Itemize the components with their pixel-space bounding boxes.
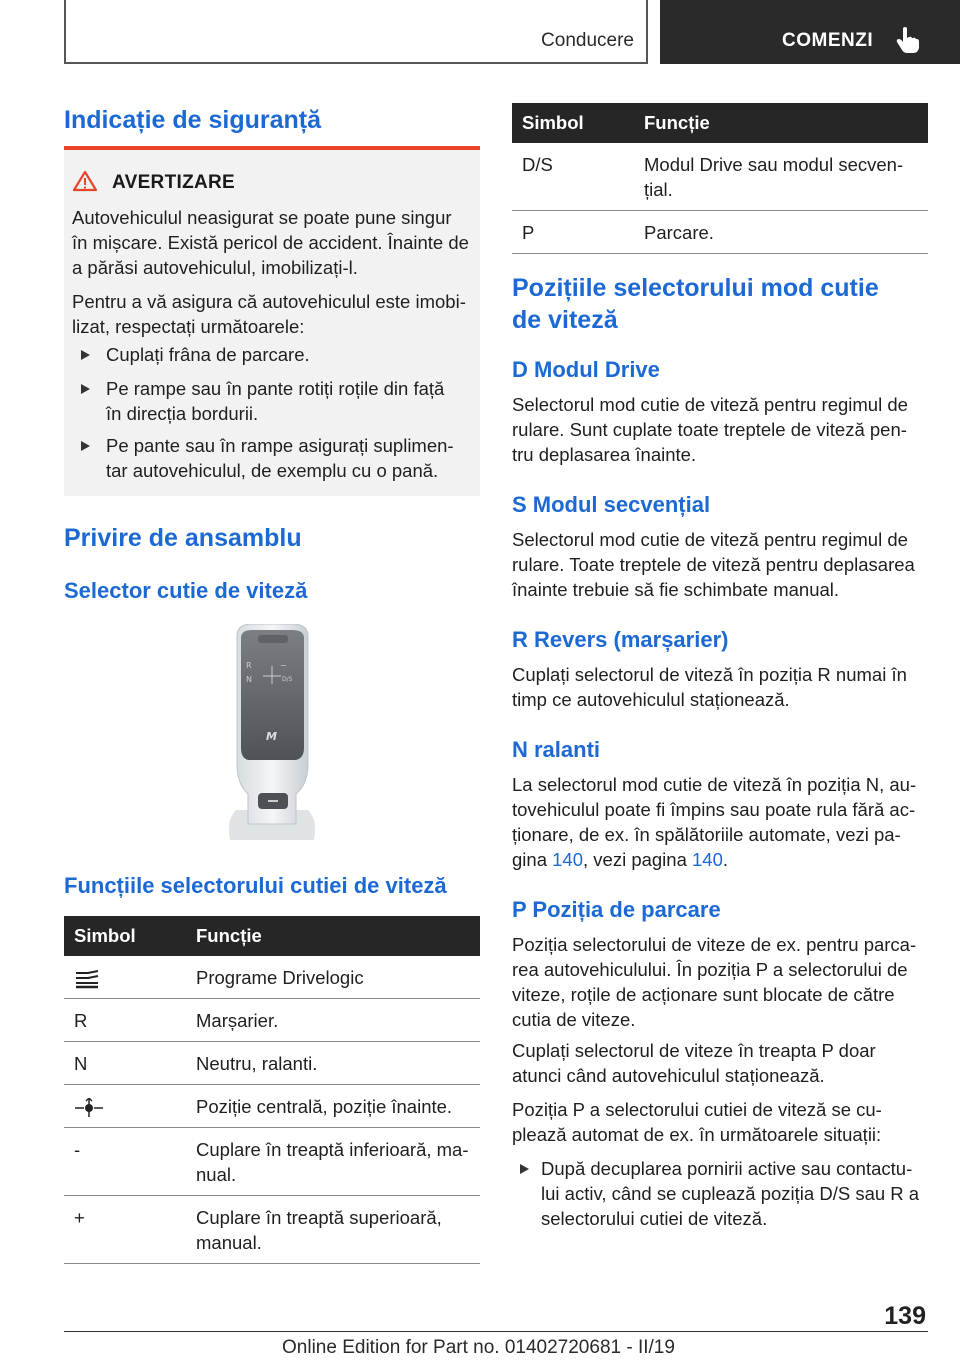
svg-text:R: R bbox=[246, 661, 252, 670]
text-line: rulare. Sunt cuplate toate treptele de viteză pen- bbox=[512, 419, 907, 440]
text-line: în direcția bordurii. bbox=[106, 403, 259, 424]
symbol-cell bbox=[64, 1085, 186, 1128]
warning-label: AVERTIZARE bbox=[112, 172, 235, 193]
overview-heading: Privire de ansamblu bbox=[64, 524, 302, 552]
heading-line: de viteză bbox=[512, 306, 618, 334]
table-header-function: Funcție bbox=[634, 103, 928, 143]
header-section-label: Conducere bbox=[541, 30, 634, 51]
table-row bbox=[512, 211, 928, 254]
reverse-text bbox=[512, 662, 907, 712]
warning-triangle-icon bbox=[72, 170, 98, 192]
text-line: viteze, roțile de acționare sunt blocate de către bbox=[512, 984, 895, 1005]
text-line: manual. bbox=[196, 1232, 262, 1253]
text-line: țial. bbox=[644, 179, 673, 200]
text-line: Cuplați selectorul de viteză în poziția R numai în bbox=[512, 664, 907, 685]
modes-table bbox=[512, 103, 928, 254]
table-header-symbol: Simbol bbox=[512, 103, 634, 143]
park-bullet bbox=[541, 1156, 919, 1231]
svg-text:D/S: D/S bbox=[282, 676, 293, 683]
neutral-text bbox=[512, 772, 916, 872]
text-line: Pentru a vă asigura că autovehiculul este imobi- bbox=[72, 291, 466, 312]
text-line: plează automat de ex. în următoarele situații: bbox=[512, 1124, 882, 1145]
page-link[interactable]: 140 bbox=[692, 849, 723, 870]
bullet-icon bbox=[81, 350, 90, 360]
text-line: Neutru, ralanti. bbox=[196, 1053, 318, 1074]
selector-heading: Selector cutie de viteză bbox=[64, 578, 308, 603]
bullet-icon bbox=[520, 1164, 529, 1174]
text-line: Programe Drivelogic bbox=[196, 967, 364, 988]
text-line: Autovehiculul neasigurat se poate pune singur bbox=[72, 207, 452, 228]
function-cell bbox=[634, 143, 928, 211]
text-line: cutia de viteze. bbox=[512, 1009, 636, 1030]
text-line: Poziție centrală, poziție înainte. bbox=[196, 1096, 453, 1117]
svg-text:M: M bbox=[266, 730, 277, 743]
text-line: nual. bbox=[196, 1164, 237, 1185]
table-header-symbol: Simbol bbox=[64, 916, 186, 956]
text-line: La selectorul mod cutie de viteză în poziția N, au- bbox=[512, 774, 917, 795]
symbol-cell: N bbox=[64, 1042, 186, 1085]
table-row bbox=[64, 999, 480, 1042]
symbol-cell bbox=[64, 956, 186, 999]
text-line: Pe pante sau în rampe asigurați suplimen- bbox=[106, 435, 454, 456]
text-line: Poziția selectorului de viteze de ex. pentru parca- bbox=[512, 934, 917, 955]
text-line: Parcare. bbox=[644, 222, 714, 243]
functions-heading: Funcțiile selectorului cutiei de viteză bbox=[64, 873, 447, 898]
function-cell bbox=[186, 1196, 480, 1264]
table-row bbox=[512, 143, 928, 211]
function-cell bbox=[186, 1085, 480, 1128]
text-line: Cuplare în treaptă superioară, bbox=[196, 1207, 442, 1228]
sequential-mode-text bbox=[512, 527, 915, 602]
positions-heading bbox=[512, 272, 879, 336]
header-chapter-tab bbox=[660, 0, 960, 64]
text-line: în mișcare. Există pericol de accident. Înainte de bbox=[72, 232, 469, 253]
park-heading: P Poziția de parcare bbox=[512, 897, 721, 922]
table-row bbox=[64, 956, 480, 999]
text-line: Poziția P a selectorului cutiei de viteză se cu- bbox=[512, 1099, 882, 1120]
edition-note: Online Edition for Part no. 01402720681 - II/19 bbox=[282, 1337, 675, 1358]
text-line: Cuplare în treaptă inferioară, ma- bbox=[196, 1139, 469, 1160]
text-line: timp ce autovehiculul staționează. bbox=[512, 689, 790, 710]
bullet-icon bbox=[81, 441, 90, 451]
reverse-heading: R Revers (marșarier) bbox=[512, 627, 729, 652]
park-paragraph-1 bbox=[512, 932, 916, 1032]
heading-line: Pozițiile selectorului mod cutie bbox=[512, 274, 879, 302]
text-line bbox=[512, 847, 916, 872]
text-line: Marșarier. bbox=[196, 1010, 279, 1031]
function-cell bbox=[634, 211, 928, 254]
header-section-tab bbox=[64, 0, 648, 64]
warning-paragraph-1 bbox=[72, 205, 469, 280]
footer-rule bbox=[64, 1331, 928, 1332]
gear-selector-illustration bbox=[222, 624, 322, 840]
text-line: înainte trebuie să fie schimbate manual. bbox=[512, 579, 840, 600]
warning-bullet-3 bbox=[106, 433, 454, 483]
sequential-mode-heading: S Modul secvențial bbox=[512, 492, 711, 517]
function-cell bbox=[186, 999, 480, 1042]
text-line: Pe rampe sau în pante rotiți roțile din față bbox=[106, 378, 445, 399]
drive-mode-heading: D Modul Drive bbox=[512, 357, 660, 382]
text-line: ționare, de ex. în spălătoriile automate, vezi pa- bbox=[512, 824, 901, 845]
text-line: a părăsi autovehiculul, imobilizați-l. bbox=[72, 257, 358, 278]
header-chapter-label: COMENZI bbox=[782, 30, 874, 51]
text-line: lui activ, când se cuplează poziția D/S sau R a bbox=[541, 1183, 920, 1204]
table-header-function: Funcție bbox=[186, 916, 480, 956]
text-fragment: . bbox=[722, 849, 729, 870]
functions-table bbox=[64, 916, 480, 1264]
text-line: tovehiculul poate fi împins sau poate rula fără ac- bbox=[512, 799, 916, 820]
warning-paragraph-2 bbox=[72, 289, 466, 339]
page-number: 139 bbox=[884, 1302, 926, 1330]
text-fragment: gina bbox=[512, 849, 553, 870]
text-line: După decuplarea pornirii active sau contactu- bbox=[541, 1158, 913, 1179]
text-line: rea autovehiculului. În poziția P a selectorului de bbox=[512, 959, 908, 980]
drive-mode-text bbox=[512, 392, 908, 467]
function-cell bbox=[186, 1042, 480, 1085]
hand-pointer-icon bbox=[896, 26, 920, 54]
safety-heading: Indicație de siguranță bbox=[64, 106, 322, 134]
text-line: Cuplați frâna de parcare. bbox=[106, 344, 310, 365]
neutral-heading: N ralanti bbox=[512, 737, 601, 762]
symbol-cell: + bbox=[64, 1196, 186, 1264]
text-line: Cuplați selectorul de viteze în treapta P doar bbox=[512, 1040, 876, 1061]
text-line: rulare. Toate treptele de viteză pentru deplasarea bbox=[512, 554, 915, 575]
text-line: lizat, respectați următoarele: bbox=[72, 316, 305, 337]
text-line: selectorului cutiei de viteză. bbox=[541, 1208, 768, 1229]
svg-text:−: − bbox=[280, 661, 287, 670]
text-fragment: , vezi pagina bbox=[583, 849, 693, 870]
symbol-cell: R bbox=[64, 999, 186, 1042]
svg-text:N: N bbox=[246, 675, 252, 684]
text-line: tru deplasarea înainte. bbox=[512, 444, 697, 465]
text-line: Modul Drive sau modul secven- bbox=[644, 154, 904, 175]
symbol-cell: P bbox=[512, 211, 634, 254]
park-paragraph-2 bbox=[512, 1038, 876, 1088]
table-header-row bbox=[64, 916, 480, 956]
table-header-row bbox=[512, 103, 928, 143]
symbol-cell: D/S bbox=[512, 143, 634, 211]
function-cell bbox=[186, 956, 480, 999]
table-row bbox=[64, 1128, 480, 1196]
drivelogic-icon bbox=[74, 969, 100, 989]
park-paragraph-3 bbox=[512, 1097, 882, 1147]
text-line: atunci când autovehiculul staționează. bbox=[512, 1065, 825, 1086]
table-row bbox=[64, 1196, 480, 1264]
table-row bbox=[64, 1085, 480, 1128]
text-line: tar autovehiculul, de exemplu cu o pană. bbox=[106, 460, 439, 481]
table-row bbox=[64, 1042, 480, 1085]
text-line: Selectorul mod cutie de viteză pentru regimul de bbox=[512, 529, 908, 550]
function-cell bbox=[186, 1128, 480, 1196]
center-position-icon bbox=[74, 1098, 104, 1118]
page-link[interactable]: 140 bbox=[552, 849, 583, 870]
symbol-cell: - bbox=[64, 1128, 186, 1196]
warning-bullet-2 bbox=[106, 376, 444, 426]
bullet-icon bbox=[81, 384, 90, 394]
text-line: Selectorul mod cutie de viteză pentru regimul de bbox=[512, 394, 908, 415]
warning-bullet-1 bbox=[106, 342, 310, 367]
